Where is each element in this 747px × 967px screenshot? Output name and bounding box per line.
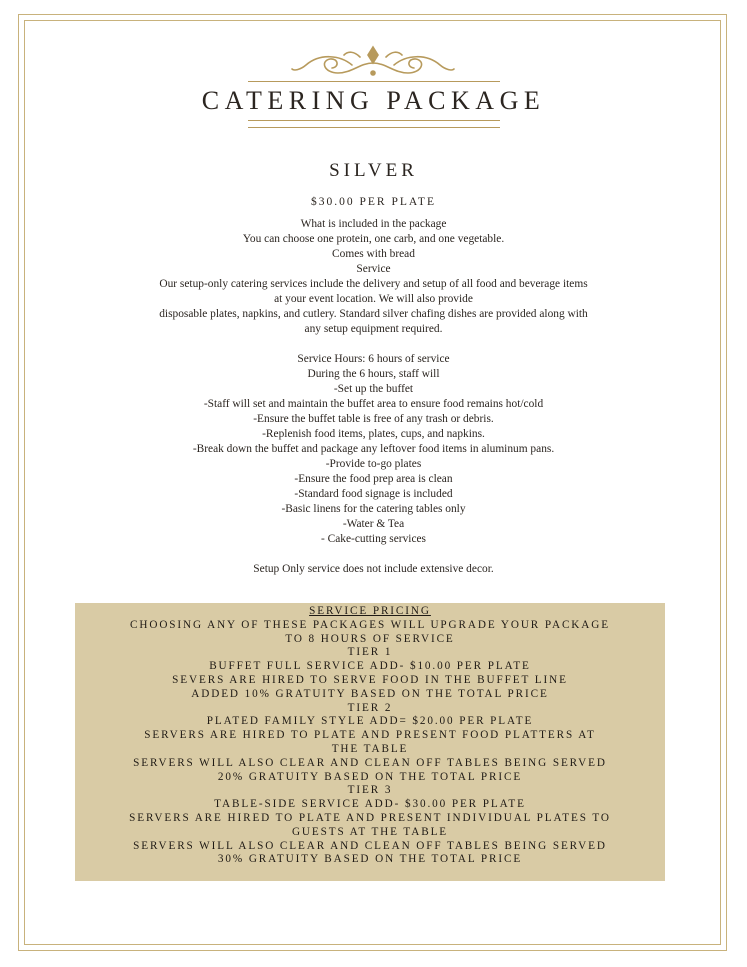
pricing-line: BUFFET FULL SERVICE ADD- $10.00 PER PLATE	[209, 660, 531, 673]
service-hours-line: - Cake-cutting services	[320, 533, 426, 545]
description-line: Our setup-only catering services include the delivery and setup of all food and beverage items	[159, 278, 588, 290]
divider-top	[248, 81, 500, 82]
pricing-tier-label: TIER 1	[347, 646, 393, 659]
service-hours-line: -Break down the buffet and package any leftover food items in aluminum pans.	[192, 443, 555, 455]
service-hours-line: Service Hours: 6 hours of service	[297, 353, 450, 365]
page-title: CATERING PACKAGE	[201, 86, 546, 115]
package-tier: SILVER	[329, 160, 418, 181]
service-hours-line: -Staff will set and maintain the buffet area to ensure food remains hot/cold	[203, 398, 544, 410]
package-price: $30.00 PER PLATE	[311, 196, 436, 208]
pricing-line: SEVERS ARE HIRED TO SERVE FOOD IN THE BUFFET LINE	[172, 673, 568, 686]
service-hours-line: -Standard food signage is included	[294, 488, 453, 500]
package-description	[60, 217, 687, 577]
description-line: Service	[356, 263, 391, 275]
pricing-line: PLATED FAMILY STYLE ADD= $20.00 PER PLATE	[206, 715, 534, 728]
description-line: disposable plates, napkins, and cutlery. Standard silver chafing dishes are provided along with	[159, 308, 588, 320]
service-hours-line: -Ensure the food prep area is clean	[294, 473, 453, 485]
pricing-line: ADDED 10% GRATUITY BASED ON THE TOTAL PRICE	[191, 687, 549, 700]
divider-middle	[248, 120, 500, 121]
service-hours-line: -Set up the buffet	[333, 383, 414, 395]
pricing-line: TABLE-SIDE SERVICE ADD- $30.00 PER PLATE	[214, 798, 526, 811]
pricing-tier-label: TIER 2	[347, 701, 393, 714]
pricing-line: 20% GRATUITY BASED ON THE TOTAL PRICE	[217, 770, 523, 783]
pricing-line: 30% GRATUITY BASED ON THE TOTAL PRICE	[217, 853, 523, 866]
service-hours-line: During the 6 hours, staff will	[307, 368, 440, 380]
pricing-line: SERVERS ARE HIRED TO PLATE AND PRESENT FOOD PLATTERS AT	[144, 729, 596, 742]
service-pricing-text	[75, 605, 665, 867]
service-hours-line: -Provide to-go plates	[325, 458, 422, 470]
pricing-line: SERVERS WILL ALSO CLEAR AND CLEAN OFF TABLES BEING SERVED	[133, 756, 607, 769]
pricing-line: THE TABLE	[331, 742, 409, 755]
description-line: any setup equipment required.	[304, 323, 443, 335]
service-hours-line: -Replenish food items, plates, cups, and napkins.	[262, 428, 485, 440]
pricing-heading: SERVICE PRICING	[309, 605, 431, 617]
service-pricing-panel	[75, 603, 665, 881]
divider-bottom	[248, 127, 500, 128]
spacer	[60, 337, 687, 352]
service-hours-line: -Ensure the buffet table is free of any trash or debris.	[253, 413, 494, 425]
description-line: at your event location. We will also provide	[274, 293, 473, 305]
description-line: Comes with bread	[332, 248, 415, 260]
service-hours-line: -Water & Tea	[342, 518, 405, 530]
pricing-line: TO 8 HOURS OF SERVICE	[285, 632, 455, 645]
pricing-line: SERVERS WILL ALSO CLEAR AND CLEAN OFF TABLES BEING SERVED	[133, 839, 607, 852]
description-line: You can choose one protein, one carb, and one vegetable.	[242, 233, 505, 245]
flourish-ornament-icon	[290, 43, 456, 79]
service-hours-line: -Basic linens for the catering tables only	[281, 503, 466, 515]
description-line: What is included in the package	[300, 218, 447, 230]
pricing-line: GUESTS AT THE TABLE	[291, 825, 449, 838]
pricing-tier-label: TIER 3	[347, 784, 393, 797]
footer-note: Setup Only service does not include extensive decor.	[253, 563, 494, 575]
spacer	[60, 547, 687, 562]
pricing-line: SERVERS ARE HIRED TO PLATE AND PRESENT INDIVIDUAL PLATES TO	[129, 811, 611, 824]
pricing-line: CHOOSING ANY OF THESE PACKAGES WILL UPGRADE YOUR PACKAGE	[130, 618, 610, 631]
